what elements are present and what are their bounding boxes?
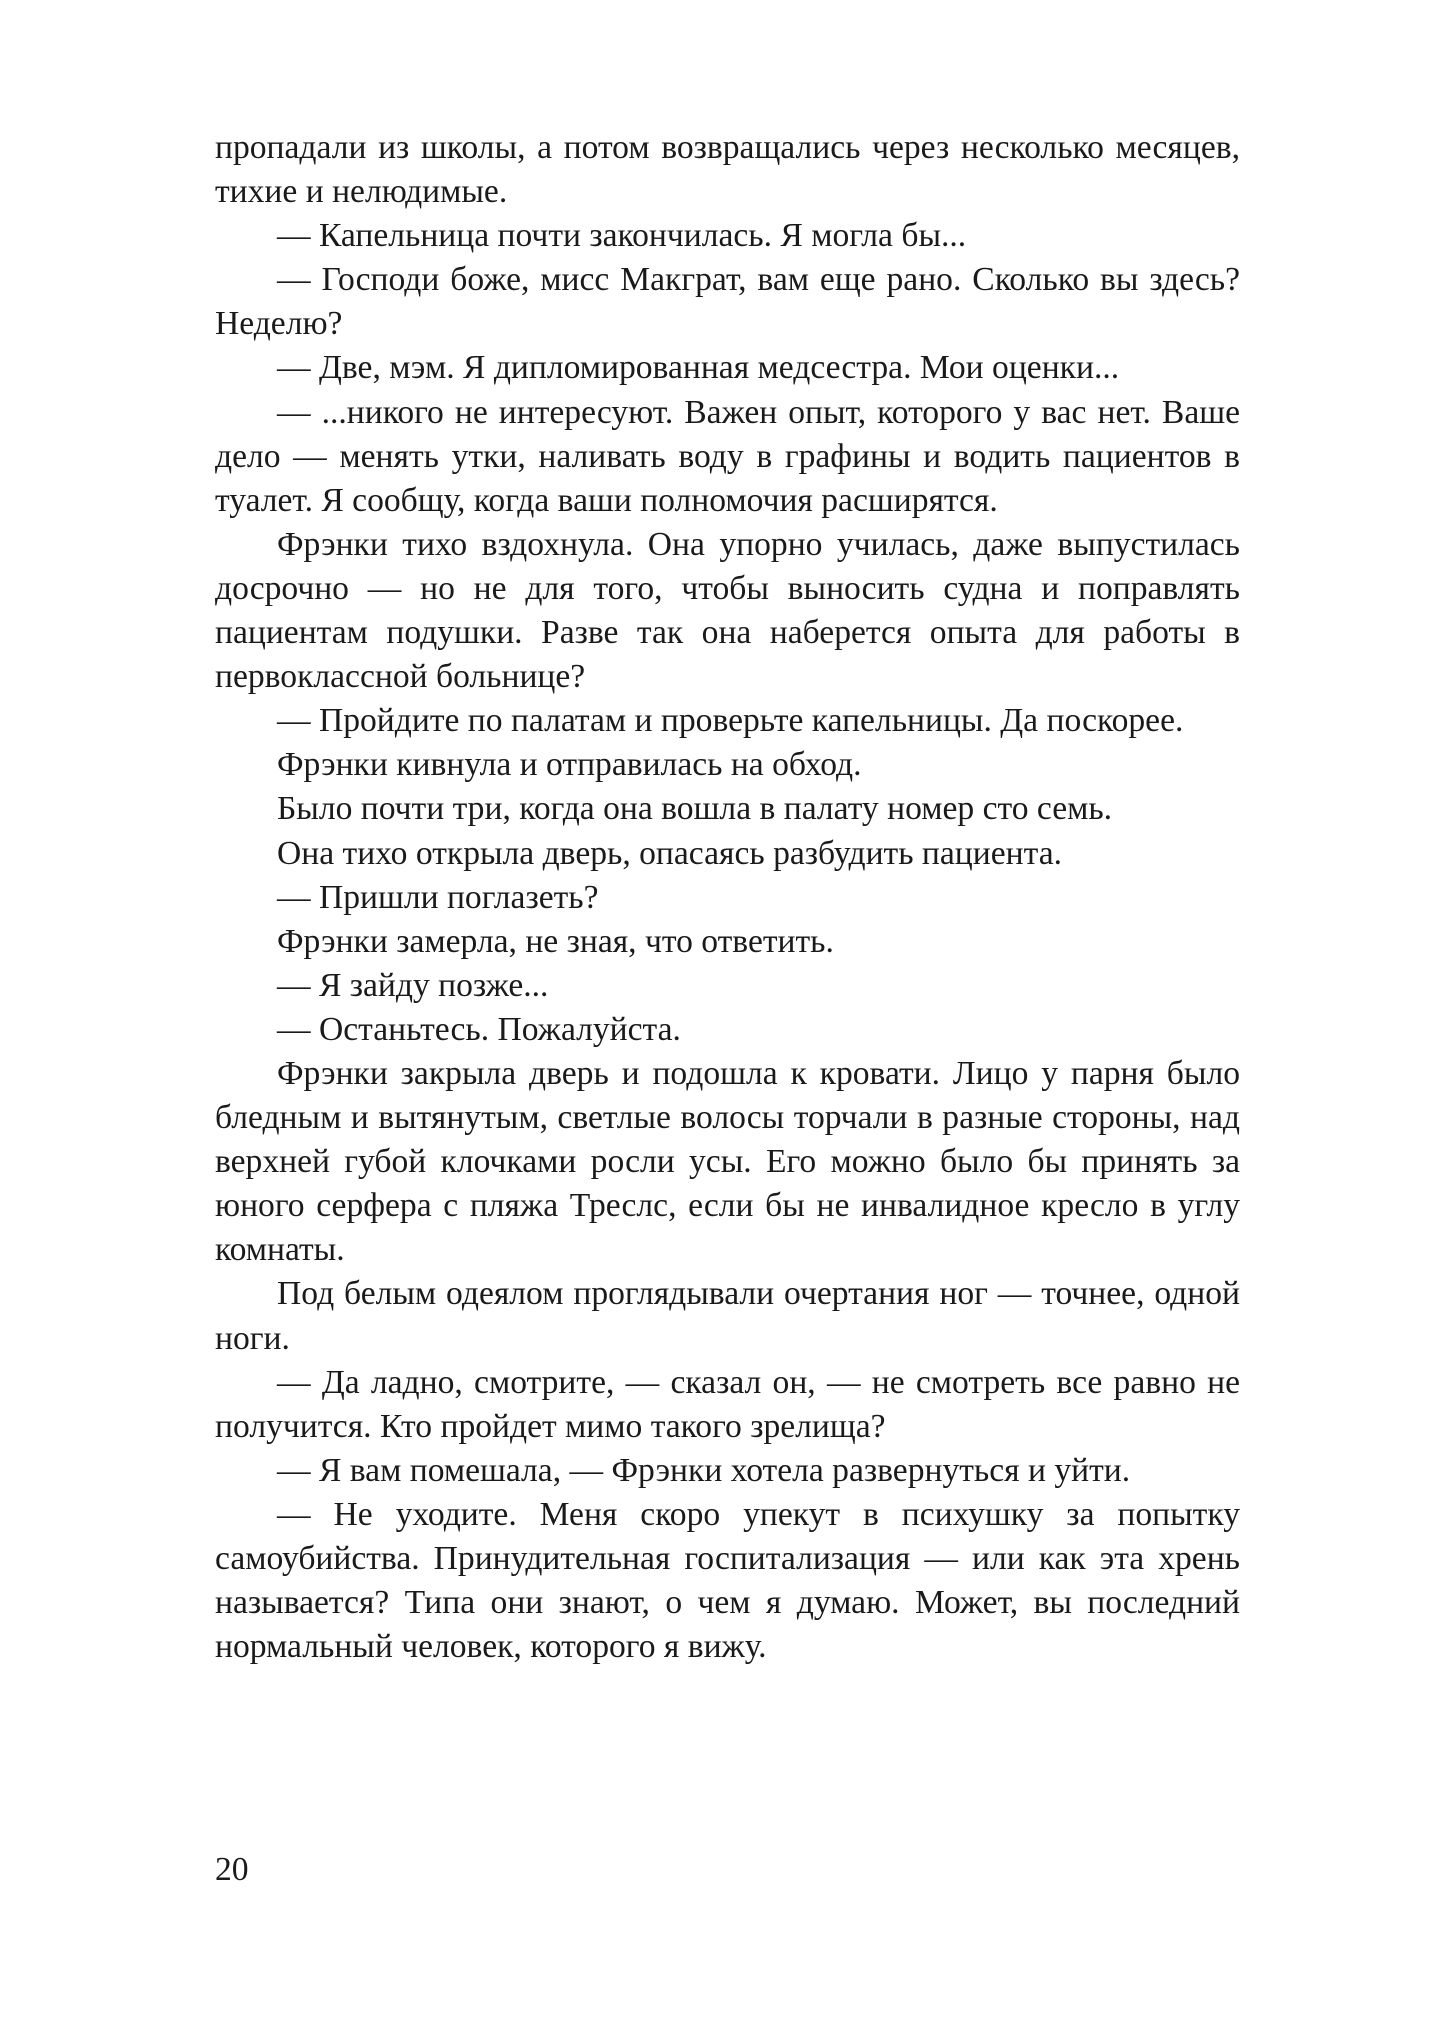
paragraph: — Да ладно, смотрите, — сказал он, — не смотреть все равно не получится. Кто пройдет мимо такого зрелища? (215, 1363, 1240, 1445)
paragraph: — Господи боже, мисс Макграт, вам еще рано. Сколько вы здесь? Неделю? (215, 261, 1240, 343)
paragraph: Фрэнки замерла, не зная, что ответить. (277, 922, 834, 960)
paragraph: — Пройдите по палатам и проверьте капельницы. Да поскорее. (277, 702, 1184, 740)
paragraph: — Две, мэм. Я дипломированная медсестра. Мои оценки... (277, 349, 1120, 387)
paragraph: Она тихо открыла дверь, опасаясь разбудить пациента. (277, 834, 1063, 872)
body-text (215, 126, 1240, 1669)
paragraph: — Пришли поглазеть? (277, 878, 599, 916)
paragraph: — ...никого не интересуют. Важен опыт, которого у вас нет. Ваше дело — менять утки, наливать воду в графины и водить пациентов в туалет. Я сообщу, когда ваши полномочия расширятся. (215, 393, 1240, 519)
page-number: 20 (215, 1851, 249, 1888)
paragraph: — Я зайду позже... (277, 966, 549, 1004)
paragraph: Фрэнки кивнула и отправилась на обход. (277, 746, 862, 784)
paragraph: пропадали из школы, а потом возвращались через несколько месяцев, тихие и нелюдимые. (215, 129, 1240, 211)
paragraph: — Останьтесь. Пожалуйста. (277, 1010, 681, 1048)
paragraph: — Капельница почти закончилась. Я могла бы... (277, 217, 967, 255)
paragraph: Фрэнки закрыла дверь и подошла к кровати. Лицо у парня было бледным и вытянутым, светлые волосы торчали в разные стороны, над верхней губой клочками росли усы. Его можно было бы принять за юного серфера с пляжа Треслс, если бы не инвалидное кресло в углу комнаты. (215, 1054, 1240, 1269)
paragraph: Фрэнки тихо вздохнула. Она упорно училась, даже выпустилась досрочно — но не для того, чтобы выносить судна и поправлять пациентам подушки. Разве так она наберется опыта для работы в первоклассной больнице? (215, 525, 1240, 696)
paragraph: Под белым одеялом проглядывали очертания ног — точнее, одной ноги. (215, 1275, 1240, 1357)
paragraph: — Я вам помешала, — Фрэнки хотела развернуться и уйти. (277, 1451, 1131, 1489)
paragraph: Было почти три, когда она вошла в палату номер сто семь. (277, 790, 1113, 828)
paragraph: — Не уходите. Меня скоро упекут в психушку за попытку самоубийства. Принудительная госпитализация — или как эта хрень называется? Типа они знают, о чем я думаю. Может, вы последний нормальный человек, которого я вижу. (215, 1495, 1240, 1666)
